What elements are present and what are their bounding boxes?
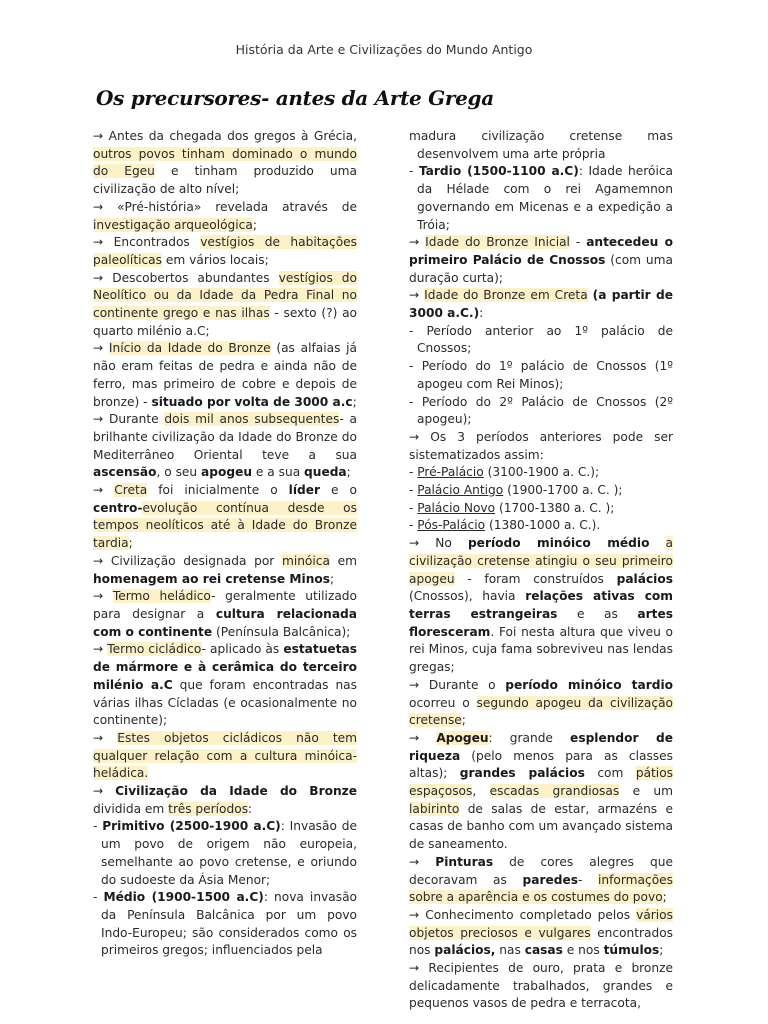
paragraph: [409, 500, 673, 518]
paragraph: [409, 358, 673, 393]
text-run: →: [409, 235, 426, 250]
paragraph: [93, 818, 357, 889]
emphasis-text: Médio (1900-1500 a.C): [103, 890, 264, 905]
text-run: de cores alegres que decoravam as: [409, 854, 673, 887]
text-run: encontrados nos: [409, 925, 674, 958]
text-run: e a sua: [252, 465, 305, 480]
text-run: →: [93, 784, 116, 799]
emphasis-text: estatuetas de mármore e à cerâmica do terceiro milénio a.C: [93, 642, 357, 692]
emphasis-text: Idade do Bronze Inicial: [425, 235, 570, 250]
paragraph: [93, 482, 357, 553]
text-run: - geralmente utilizado para designar a: [93, 589, 358, 621]
paragraph: [409, 323, 673, 358]
text-run: -: [569, 235, 587, 250]
text-run: -: [93, 890, 104, 905]
emphasis-text: (a partir de 3000 a.C.): [409, 288, 673, 321]
text-run: foi inicialmente o: [147, 483, 289, 498]
text-run: → Encontrados: [93, 235, 201, 250]
text-run: -: [409, 465, 418, 480]
text-run: e as: [557, 606, 638, 621]
text-run: que foram encontradas nas várias ilhas Cícladas (e ocasionalmente no continente);: [93, 677, 357, 728]
emphasis-text: investigação arqueológica: [93, 217, 253, 232]
text-run: dividida em: [93, 801, 169, 816]
emphasis-text: ascensão: [93, 465, 157, 480]
paragraph: [93, 553, 357, 588]
text-run: -: [409, 164, 419, 179]
text-run: :: [479, 306, 484, 321]
paragraph: [93, 588, 357, 641]
paragraph: [93, 199, 357, 234]
text-run: -: [409, 500, 418, 515]
text-run: e um: [619, 784, 674, 799]
emphasis-text: apogeu: [201, 465, 253, 480]
emphasis-text: Apogeu: [436, 730, 489, 745]
paragraph: [409, 287, 673, 322]
emphasis-text: Pós-Palácio: [417, 518, 486, 533]
text-run: ;: [128, 536, 133, 551]
text-run: madura civilização cretense mas desenvolvem uma arte própria: [409, 129, 673, 161]
paragraph: [93, 411, 357, 482]
text-run: (Península Balcânica);: [212, 624, 351, 639]
text-run: e o: [320, 483, 358, 498]
text-run: (Cnossos), havia: [409, 589, 526, 604]
text-run: : nova invasão da Península Balcânica por um povo Indo-Europeu; são considerados como os primeiros gregos; influenciados pela: [101, 890, 357, 958]
paragraph: [409, 128, 673, 163]
text-run: →: [409, 730, 437, 745]
text-run: ;: [659, 943, 664, 958]
paragraph: [409, 234, 673, 287]
emphasis-text: Tardio (1500-1100 a.C): [418, 164, 579, 179]
emphasis-text: Termo heládico: [112, 589, 212, 604]
text-run: →: [93, 642, 108, 657]
emphasis-text: paredes: [522, 872, 578, 887]
paragraph: [93, 783, 357, 818]
emphasis-text: centro-: [93, 500, 143, 515]
text-run: (1900-1700 a. C. );: [503, 483, 623, 498]
emphasis-text: esplendor de riqueza: [409, 730, 673, 763]
emphasis-text: palácios,: [434, 943, 496, 958]
emphasis-text: Pinturas: [435, 854, 494, 869]
text-run: →: [93, 730, 118, 745]
emphasis-text: Início da Idade do Bronze: [108, 341, 271, 356]
text-run: → Conhecimento completado pelos: [409, 907, 637, 922]
text-run: [649, 536, 665, 550]
page-title: Os precursores- antes da Arte Grega: [96, 86, 494, 110]
text-run: → Os 3 períodos anteriores pode ser sistematizados assim:: [409, 429, 673, 462]
emphasis-text: período minóico tardio: [505, 677, 673, 692]
emphasis-text: Pré-Palácio: [417, 465, 484, 480]
emphasis-text: relações ativas com terras estrangeiras: [409, 589, 674, 621]
emphasis-text: labirinto: [409, 801, 460, 816]
text-run: ;: [346, 465, 351, 480]
text-run: : Invasão de um povo de origem não europeia, semelhante ao povo cretense, e oriundo do sudoeste da Ásia Menor;: [101, 819, 357, 887]
text-run: , o seu: [156, 465, 202, 480]
text-run: → Civilização designada por: [93, 553, 282, 568]
emphasis-text: período minóico médio: [467, 536, 650, 551]
emphasis-text: três períodos: [168, 801, 249, 816]
left-column: [93, 128, 357, 960]
emphasis-text: vestígios de habitações paleolíticas: [93, 235, 357, 267]
text-run: e tinham produzido uma civilização de alto nível;: [93, 164, 357, 197]
emphasis-text: Estes objetos cicládicos não tem qualquer relação com a cultura minóica-heládica.: [93, 730, 358, 781]
emphasis-text: Palácio Novo: [417, 500, 496, 515]
text-run: : grande: [488, 730, 571, 745]
paragraph: [93, 340, 357, 411]
paragraph: [409, 464, 673, 482]
text-run: → Durante o: [409, 677, 506, 692]
paragraph: [409, 907, 673, 960]
emphasis-text: Palácio Antigo: [417, 483, 504, 498]
emphasis-text: pátios espaçosos: [409, 766, 674, 799]
text-run: → Recipientes de ouro, prata e bronze delicadamente trabalhados, grandes e pequenos vasos de pedra e terracota,: [409, 961, 673, 1011]
emphasis-text: grandes palácios: [459, 766, 585, 781]
text-run: (1700-1380 a. C. );: [495, 500, 615, 515]
paragraph: [409, 429, 673, 464]
text-run: -: [409, 518, 418, 533]
text-run: - Período do 1º palácio de Cnossos (1º apogeu com Rei Minos);: [409, 359, 673, 391]
text-run: →: [93, 589, 113, 604]
text-run: →: [93, 341, 109, 356]
text-run: (pelo menos para as classes altas);: [409, 748, 673, 781]
text-run: ;: [330, 571, 335, 586]
emphasis-text: a civilização cretense atingiu o seu primeiro apogeu: [409, 536, 674, 586]
text-run: → «Pré-história» revelada através de: [93, 199, 357, 214]
paragraph: [409, 482, 673, 500]
paragraph: [409, 394, 673, 429]
text-run: →: [409, 854, 436, 869]
emphasis-text: segundo apogeu da civilização cretense: [409, 695, 673, 728]
text-run: -: [93, 819, 103, 834]
emphasis-text: vestígios do Neolítico ou da Idade da Pedra Final no continente grego e nas ilhas: [93, 270, 357, 321]
text-run: (1380-1000 a. C.).: [485, 518, 601, 533]
emphasis-text: evolução contínua desde os tempos neolíticos até à Idade do Bronze tardia: [93, 500, 357, 551]
text-run: com: [584, 766, 636, 781]
emphasis-text: escadas grandiosas: [489, 784, 620, 799]
paragraph: [93, 641, 357, 730]
text-run: :: [248, 801, 253, 816]
text-run: . Foi nesta altura que viveu o rei Minos, cuja fama sobreviveu nas lendas gregas;: [409, 624, 673, 675]
paragraph: [409, 163, 673, 234]
emphasis-text: Idade do Bronze em Creta: [424, 288, 588, 303]
emphasis-text: palácios: [616, 571, 673, 586]
paragraph: [93, 234, 357, 269]
text-run: ;: [352, 394, 357, 409]
emphasis-text: homenagem ao rei cretense Minos: [93, 571, 331, 586]
paragraph: [409, 854, 673, 907]
emphasis-text: Civilização da Idade do Bronze: [115, 784, 358, 799]
emphasis-text: cultura relacionada com o continente: [93, 606, 357, 639]
emphasis-text: outros povos tinham dominado o mundo do Egeu: [93, 146, 357, 179]
paragraph: [93, 270, 357, 341]
paragraph: [93, 889, 357, 960]
text-run: (com uma duração curta);: [409, 252, 673, 285]
emphasis-text: informações sobre a aparência e os costumes do povo: [409, 872, 673, 905]
text-run: - foram construídos: [454, 571, 617, 586]
text-run: → Descobertos abundantes: [93, 270, 279, 285]
text-run: -: [577, 872, 598, 887]
emphasis-text: casas: [524, 943, 563, 958]
text-run: → Antes da chegada dos gregos à Grécia,: [93, 129, 357, 143]
emphasis-text: minóica: [281, 553, 330, 568]
text-run: -: [409, 483, 418, 498]
text-run: (as alfaias já não eram feitas de pedra e ainda não de ferro, mas primeiro de cobre e depois de bronze) -: [93, 341, 357, 409]
paragraph: [409, 535, 673, 677]
emphasis-text: queda: [304, 465, 347, 480]
emphasis-text: artes floresceram: [409, 606, 673, 639]
paragraph: [93, 128, 357, 199]
text-run: de salas de estar, armazéns e casas de banho com um avançado sistema de saneamento.: [409, 801, 673, 852]
text-run: → No: [409, 536, 468, 551]
text-run: →: [409, 288, 425, 303]
text-run: ;: [662, 890, 667, 905]
text-run: ,: [472, 784, 490, 799]
paragraph: [409, 730, 673, 854]
text-run: nas: [495, 943, 525, 958]
paragraph: [409, 960, 673, 1013]
emphasis-text: Primitivo (2500-1900 a.C): [102, 819, 281, 834]
emphasis-text: vários objetos preciosos e vulgares: [409, 907, 673, 940]
right-column: [409, 128, 673, 1013]
text-run: - aplicado às: [201, 642, 284, 657]
text-run: ;: [461, 713, 466, 728]
emphasis-text: Termo cicládico: [107, 642, 202, 657]
paragraph: [409, 517, 673, 535]
emphasis-text: Creta: [114, 483, 148, 498]
text-run: : Idade heróica da Hélade com o rei Agamemnon governando em Micenas e a expedição a Tróia;: [417, 164, 673, 232]
emphasis-text: antecedeu o primeiro Palácio de Cnossos: [409, 235, 673, 267]
text-run: → Durante: [93, 412, 165, 427]
page-header: História da Arte e Civilizações do Mundo Antigo: [235, 42, 533, 57]
emphasis-text: líder: [288, 483, 321, 498]
text-run: ocorreu o: [409, 695, 477, 710]
emphasis-text: dois mil anos subsequentes: [164, 412, 340, 427]
text-run: (3100-1900 a. C.);: [483, 465, 600, 480]
text-run: →: [93, 483, 115, 498]
text-run: - Período do 2º Palácio de Cnossos (2º apogeu);: [409, 394, 673, 427]
text-run: em: [329, 553, 357, 568]
paragraph: [93, 730, 357, 783]
text-run: - Período anterior ao 1º palácio de Cnossos;: [409, 323, 673, 356]
text-run: em vários locais;: [162, 252, 269, 267]
text-run: ;: [252, 217, 257, 232]
text-run: - a brilhante civilização da Idade do Bronze do Mediterrâneo Oriental teve a sua: [93, 412, 357, 462]
text-run: - sexto (?) ao quarto milénio a.C;: [93, 306, 357, 338]
emphasis-text: situado por volta de 3000 a.c: [151, 394, 353, 409]
paragraph: [409, 677, 673, 730]
emphasis-text: túmulos: [603, 943, 660, 958]
text-run: e nos: [562, 943, 604, 958]
